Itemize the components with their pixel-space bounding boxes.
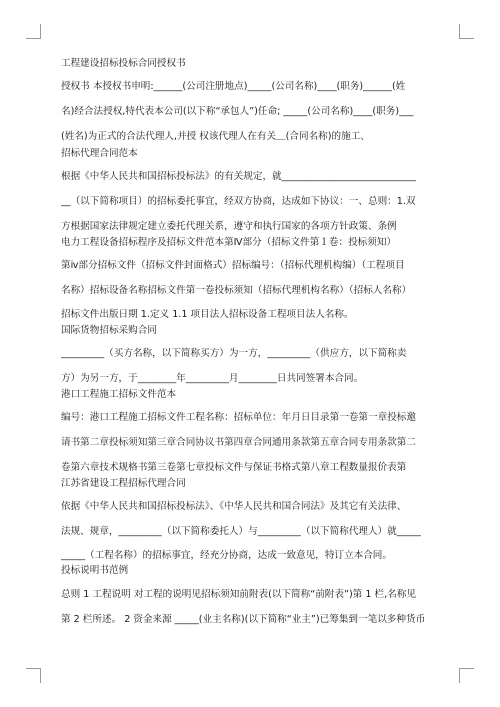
crop-mark-top-left xyxy=(26,24,41,39)
paragraph-line: _________（买方名称，以下简称买方）为一方，_________（供应方，以下简称卖 xyxy=(61,348,407,359)
paragraph-line: (姓名)为正式的合法代理人,并授 权该代理人在有关＿(合同名称)的施工、 xyxy=(61,131,370,142)
paragraph-line: 依据《中华人民共和国招标投标法》、《中华人民共和国合同法》及其它有关法律、 xyxy=(61,501,407,512)
heading-authorization: 工程建设招标投标合同授权书 xyxy=(61,58,186,69)
paragraph-line: 名)经合法授权,特代表本公司(以下称“承包人”)任命; _____(公司名称)____(职务)___ xyxy=(61,106,414,117)
paragraph-line: 根据《中华人民共和国招标投标法》的有关规定，就____________________________ xyxy=(61,171,416,182)
paragraph-line: 请书第二章投标须知第三章合同协议书第四章合同通用条款第五章合同专用条款第二 xyxy=(61,437,416,448)
paragraph-line: __（以下简称项目）的招标委托事宜，经双方协商，达成如下协议：一、总则：1.双 xyxy=(61,196,416,207)
paragraph-line: _____（工程名称）的招标事宜，经充分协商，达成一致意见，特订立本合同。 xyxy=(61,550,392,561)
paragraph-line: 名称）招标设备名称招标文件第一卷投标须知（招标代理机构名称）（招标人名称） xyxy=(61,285,412,296)
heading-power-equipment: 电力工程设备招标程序及招标文件范本第Ⅳ部分（招标文件第１卷：投标须知） xyxy=(61,237,397,248)
paragraph-line: 总则 1 工程说明 对工程的说明见招标须知前附表(以下简称“前附表”)第 1 栏,名称见 xyxy=(61,589,416,600)
paragraph-line: 方）为另一方，于________年_________月________日共同签署本合同。 xyxy=(61,373,364,384)
paragraph-line: 第ⅳ部分招标文件（招标文件封面格式）招标编号：（招标代理机构编）（工程项目 xyxy=(61,260,405,271)
crop-mark-bottom-left xyxy=(26,668,41,683)
heading-bid-instructions: 投标说明书范例 xyxy=(61,565,129,576)
paragraph-line: 方根据国家法律规定建立委托代理关系，遵守和执行国家的各项方针政策、条例 xyxy=(61,221,397,232)
heading-jiangsu-agency: 江苏省建设工程招标代理合同 xyxy=(61,478,186,489)
paragraph-line: 第 2 栏所述。 2 资金来源 _____(业主名称)(以下简称“业主”)已筹集到一笔以多种货币 xyxy=(61,614,426,625)
paragraph-line: 卷第六章技术规格书第三卷第七章投标文件与保证书格式第八章工程数量报价表第 xyxy=(61,462,407,473)
paragraph-line: 授权书 本授权书申明:______(公司注册地点)_____(公司名称)____(职务)______(姓 xyxy=(61,81,406,92)
crop-mark-bottom-right xyxy=(459,668,474,683)
paragraph-line: 招标文件出版日期 1.定义 1.1 项目法人招标设备工程项目法人名称。 xyxy=(61,309,354,320)
heading-agency-contract: 招标代理合同范本 xyxy=(61,148,138,159)
crop-mark-top-right xyxy=(459,24,474,39)
paragraph-line: 法规、规章，_________（以下简称委托人）与_________（以下简称代理人）就_____ xyxy=(61,526,421,537)
heading-port-construction: 港口工程施工招标文件范本 xyxy=(61,389,177,400)
paragraph-line: 编号：港口工程施工招标文件工程名称：招标单位：年月日目录第一卷第一章投标邀 xyxy=(61,412,416,423)
heading-international-goods: 国际货物招标采购合同 xyxy=(61,325,157,336)
